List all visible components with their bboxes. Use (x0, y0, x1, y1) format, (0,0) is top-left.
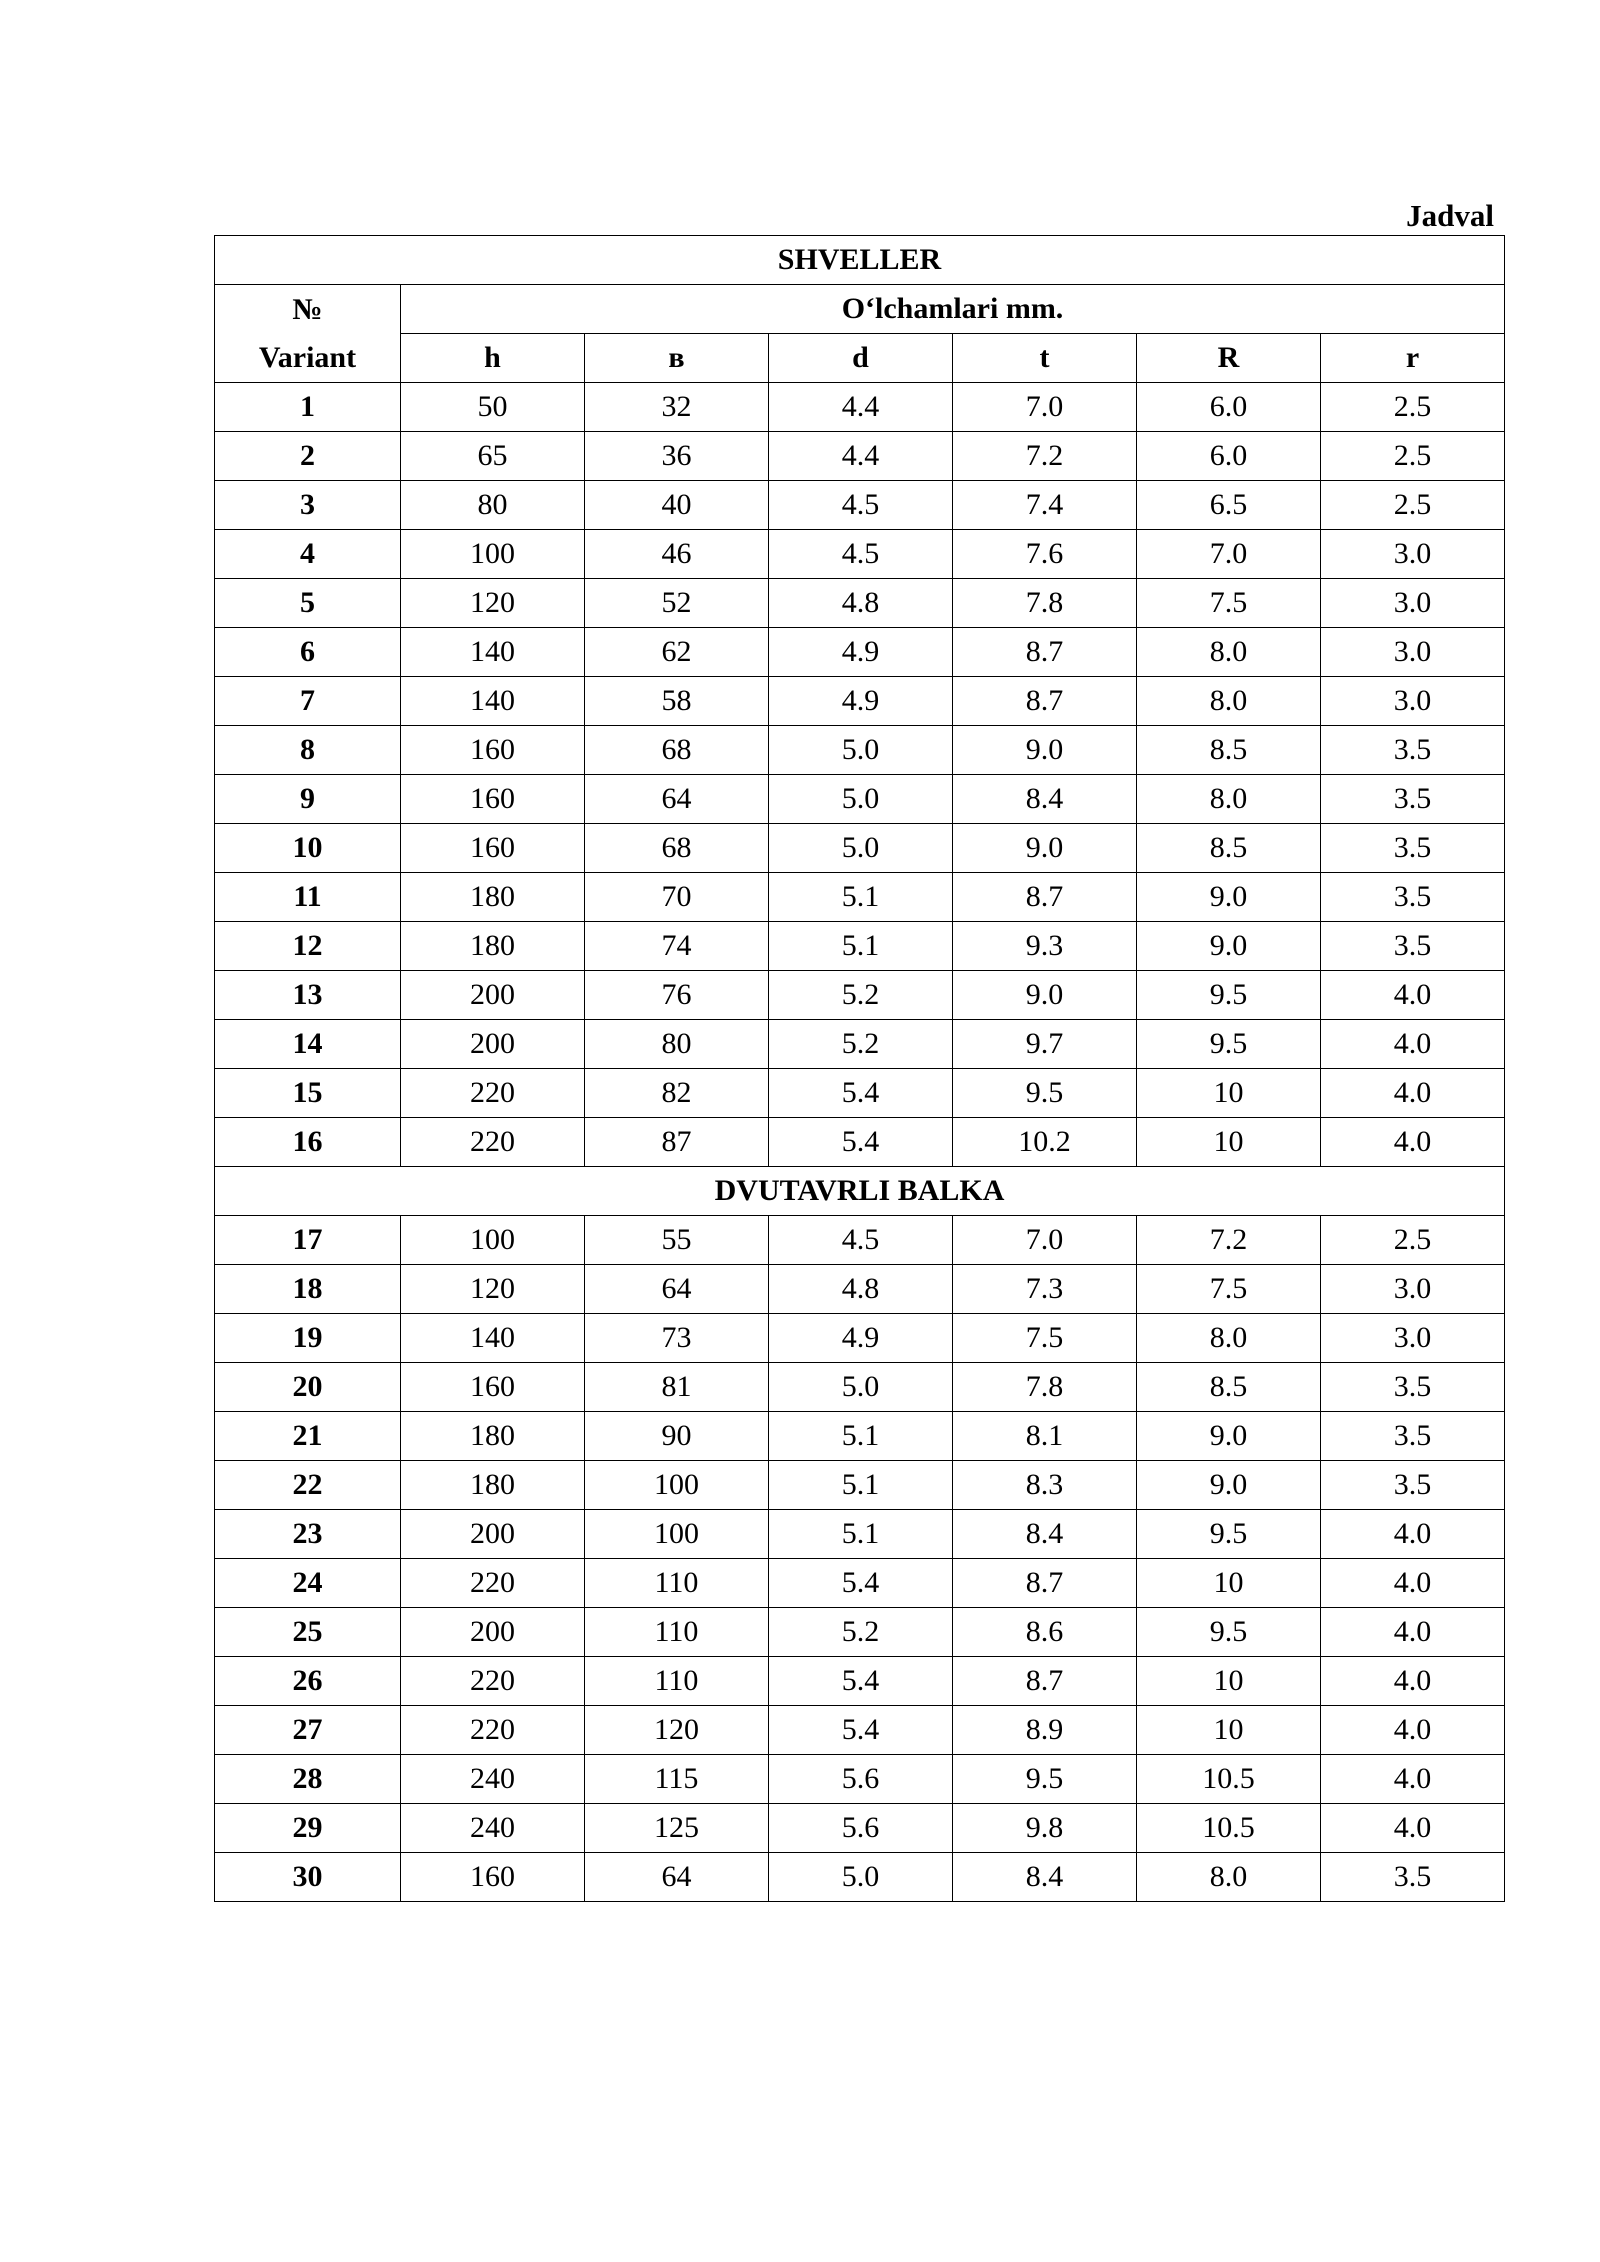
value-cell: 8.1 (953, 1412, 1137, 1461)
value-cell: 8.0 (1137, 775, 1321, 824)
value-cell: 4.9 (769, 628, 953, 677)
value-cell: 180 (401, 1412, 585, 1461)
value-cell: 5.1 (769, 1412, 953, 1461)
value-cell: 100 (585, 1510, 769, 1559)
table-row (215, 824, 1505, 873)
table-row (215, 1461, 1505, 1510)
value-cell: 4.0 (1321, 1020, 1505, 1069)
value-cell: 5.0 (769, 824, 953, 873)
value-cell: 8.4 (953, 1853, 1137, 1902)
value-cell: 4.8 (769, 1265, 953, 1314)
value-cell: 76 (585, 971, 769, 1020)
value-cell: 4.4 (769, 432, 953, 481)
value-cell: 8.7 (953, 628, 1137, 677)
value-cell: 9.0 (1137, 873, 1321, 922)
value-cell: 9.8 (953, 1804, 1137, 1853)
value-cell: 8.5 (1137, 1363, 1321, 1412)
variant-number-cell: 9 (215, 775, 401, 824)
value-cell: 8.7 (953, 1559, 1137, 1608)
value-cell: 52 (585, 579, 769, 628)
value-cell: 5.4 (769, 1657, 953, 1706)
value-cell: 7.8 (953, 579, 1137, 628)
variant-number-cell: 1 (215, 383, 401, 432)
variant-number-cell: 20 (215, 1363, 401, 1412)
table-row (215, 1755, 1505, 1804)
value-cell: 100 (401, 530, 585, 579)
value-cell: 3.5 (1321, 1363, 1505, 1412)
value-cell: 7.0 (953, 1216, 1137, 1265)
value-cell: 200 (401, 1510, 585, 1559)
value-cell: 6.5 (1137, 481, 1321, 530)
value-cell: 6.0 (1137, 432, 1321, 481)
column-header-d: d (769, 334, 953, 383)
value-cell: 240 (401, 1755, 585, 1804)
column-header-R: R (1137, 334, 1321, 383)
value-cell: 82 (585, 1069, 769, 1118)
value-cell: 9.0 (953, 971, 1137, 1020)
value-cell: 7.2 (1137, 1216, 1321, 1265)
value-cell: 4.5 (769, 530, 953, 579)
value-cell: 87 (585, 1118, 769, 1167)
value-cell: 4.4 (769, 383, 953, 432)
value-cell: 2.5 (1321, 481, 1505, 530)
value-cell: 180 (401, 922, 585, 971)
value-cell: 3.5 (1321, 824, 1505, 873)
value-cell: 5.6 (769, 1755, 953, 1804)
value-cell: 9.5 (1137, 1510, 1321, 1559)
value-cell: 81 (585, 1363, 769, 1412)
value-cell: 3.0 (1321, 579, 1505, 628)
value-cell: 5.0 (769, 726, 953, 775)
value-cell: 160 (401, 1853, 585, 1902)
value-cell: 8.9 (953, 1706, 1137, 1755)
value-cell: 4.5 (769, 1216, 953, 1265)
value-cell: 8.5 (1137, 824, 1321, 873)
value-cell: 125 (585, 1804, 769, 1853)
value-cell: 5.4 (769, 1069, 953, 1118)
table-row (215, 1804, 1505, 1853)
table-row (215, 971, 1505, 1020)
value-cell: 160 (401, 824, 585, 873)
column-header-t: t (953, 334, 1137, 383)
variant-number-cell: 7 (215, 677, 401, 726)
value-cell: 7.8 (953, 1363, 1137, 1412)
table-row (215, 1216, 1505, 1265)
column-header-v: в (585, 334, 769, 383)
table-row (215, 726, 1505, 775)
value-cell: 100 (585, 1461, 769, 1510)
value-cell: 3.5 (1321, 775, 1505, 824)
table-row (215, 1118, 1505, 1167)
table-row (215, 1559, 1505, 1608)
value-cell: 3.5 (1321, 726, 1505, 775)
value-cell: 240 (401, 1804, 585, 1853)
table-row (215, 1657, 1505, 1706)
variant-number-cell: 2 (215, 432, 401, 481)
value-cell: 46 (585, 530, 769, 579)
value-cell: 180 (401, 1461, 585, 1510)
value-cell: 140 (401, 1314, 585, 1363)
value-cell: 2.5 (1321, 432, 1505, 481)
dimensions-header: O‘lchamlari mm. (401, 285, 1505, 334)
value-cell: 64 (585, 1853, 769, 1902)
value-cell: 32 (585, 383, 769, 432)
value-cell: 2.5 (1321, 383, 1505, 432)
value-cell: 4.0 (1321, 1657, 1505, 1706)
value-cell: 8.4 (953, 1510, 1137, 1559)
value-cell: 8.0 (1137, 1314, 1321, 1363)
table-row (215, 1510, 1505, 1559)
value-cell: 5.2 (769, 1020, 953, 1069)
table-row (215, 530, 1505, 579)
value-cell: 55 (585, 1216, 769, 1265)
value-cell: 4.0 (1321, 971, 1505, 1020)
table-row (215, 432, 1505, 481)
section-title-row (215, 1167, 1505, 1216)
variant-number-cell: 5 (215, 579, 401, 628)
value-cell: 8.0 (1137, 677, 1321, 726)
value-cell: 140 (401, 677, 585, 726)
value-cell: 9.0 (1137, 1412, 1321, 1461)
value-cell: 7.2 (953, 432, 1137, 481)
value-cell: 8.7 (953, 677, 1137, 726)
value-cell: 68 (585, 726, 769, 775)
value-cell: 7.3 (953, 1265, 1137, 1314)
value-cell: 4.0 (1321, 1755, 1505, 1804)
variant-number-cell: 29 (215, 1804, 401, 1853)
header-row-2 (215, 334, 1505, 383)
table-row (215, 1706, 1505, 1755)
number-sign-label: № (292, 292, 323, 326)
value-cell: 3.5 (1321, 1412, 1505, 1461)
value-cell: 10 (1137, 1657, 1321, 1706)
value-cell: 4.0 (1321, 1608, 1505, 1657)
value-cell: 5.2 (769, 1608, 953, 1657)
variant-number-cell: 17 (215, 1216, 401, 1265)
value-cell: 40 (585, 481, 769, 530)
variant-number-cell: 27 (215, 1706, 401, 1755)
table-row (215, 628, 1505, 677)
value-cell: 200 (401, 1608, 585, 1657)
value-cell: 5.1 (769, 1461, 953, 1510)
value-cell: 5.4 (769, 1706, 953, 1755)
variant-number-cell: 14 (215, 1020, 401, 1069)
column-header-h: h (401, 334, 585, 383)
value-cell: 5.0 (769, 1853, 953, 1902)
value-cell: 5.2 (769, 971, 953, 1020)
value-cell: 70 (585, 873, 769, 922)
variant-number-cell: 6 (215, 628, 401, 677)
value-cell: 9.7 (953, 1020, 1137, 1069)
value-cell: 4.9 (769, 1314, 953, 1363)
value-cell: 8.4 (953, 775, 1137, 824)
variant-number-cell: 15 (215, 1069, 401, 1118)
table-row (215, 1608, 1505, 1657)
value-cell: 65 (401, 432, 585, 481)
variant-number-cell: 30 (215, 1853, 401, 1902)
value-cell: 7.5 (953, 1314, 1137, 1363)
table-row (215, 775, 1505, 824)
variant-number-cell: 12 (215, 922, 401, 971)
value-cell: 64 (585, 775, 769, 824)
header-row-1 (215, 285, 1505, 334)
value-cell: 8.0 (1137, 1853, 1321, 1902)
value-cell: 80 (585, 1020, 769, 1069)
value-cell: 9.0 (1137, 1461, 1321, 1510)
value-cell: 7.0 (953, 383, 1137, 432)
value-cell: 62 (585, 628, 769, 677)
value-cell: 58 (585, 677, 769, 726)
variant-number-cell: 11 (215, 873, 401, 922)
table-row (215, 1265, 1505, 1314)
value-cell: 80 (401, 481, 585, 530)
value-cell: 68 (585, 824, 769, 873)
variant-number-cell: 19 (215, 1314, 401, 1363)
value-cell: 9.0 (953, 824, 1137, 873)
value-cell: 90 (585, 1412, 769, 1461)
variant-number-cell: 13 (215, 971, 401, 1020)
table-row (215, 1020, 1505, 1069)
variant-number-cell: 28 (215, 1755, 401, 1804)
value-cell: 8.7 (953, 1657, 1137, 1706)
value-cell: 4.9 (769, 677, 953, 726)
value-cell: 4.0 (1321, 1804, 1505, 1853)
value-cell: 3.0 (1321, 677, 1505, 726)
value-cell: 3.5 (1321, 922, 1505, 971)
value-cell: 4.0 (1321, 1118, 1505, 1167)
value-cell: 5.4 (769, 1118, 953, 1167)
value-cell: 10 (1137, 1706, 1321, 1755)
variant-header-cell (215, 285, 401, 383)
value-cell: 5.0 (769, 1363, 953, 1412)
value-cell: 3.5 (1321, 873, 1505, 922)
value-cell: 10.5 (1137, 1804, 1321, 1853)
table-row (215, 1853, 1505, 1902)
value-cell: 10 (1137, 1559, 1321, 1608)
table-row (215, 1363, 1505, 1412)
value-cell: 160 (401, 726, 585, 775)
value-cell: 180 (401, 873, 585, 922)
value-cell: 4.0 (1321, 1510, 1505, 1559)
value-cell: 73 (585, 1314, 769, 1363)
value-cell: 9.0 (1137, 922, 1321, 971)
value-cell: 9.0 (953, 726, 1137, 775)
value-cell: 2.5 (1321, 1216, 1505, 1265)
value-cell: 220 (401, 1657, 585, 1706)
section-title-row (215, 236, 1505, 285)
value-cell: 7.4 (953, 481, 1137, 530)
value-cell: 8.3 (953, 1461, 1137, 1510)
value-cell: 7.6 (953, 530, 1137, 579)
value-cell: 220 (401, 1069, 585, 1118)
variant-number-cell: 3 (215, 481, 401, 530)
value-cell: 3.0 (1321, 530, 1505, 579)
value-cell: 8.5 (1137, 726, 1321, 775)
table-row (215, 1069, 1505, 1118)
variant-number-cell: 8 (215, 726, 401, 775)
value-cell: 110 (585, 1559, 769, 1608)
value-cell: 10.5 (1137, 1755, 1321, 1804)
value-cell: 7.5 (1137, 579, 1321, 628)
value-cell: 4.0 (1321, 1559, 1505, 1608)
table-row (215, 1412, 1505, 1461)
variant-number-cell: 24 (215, 1559, 401, 1608)
variant-number-cell: 18 (215, 1265, 401, 1314)
value-cell: 10.2 (953, 1118, 1137, 1167)
table-row (215, 481, 1505, 530)
value-cell: 50 (401, 383, 585, 432)
table-row (215, 873, 1505, 922)
value-cell: 140 (401, 628, 585, 677)
variant-number-cell: 10 (215, 824, 401, 873)
section-title-dvutavrli-balka: DVUTAVRLI BALKA (215, 1167, 1505, 1216)
value-cell: 120 (401, 1265, 585, 1314)
value-cell: 9.3 (953, 922, 1137, 971)
value-cell: 220 (401, 1559, 585, 1608)
column-header-r: r (1321, 334, 1505, 383)
value-cell: 220 (401, 1118, 585, 1167)
variant-number-cell: 23 (215, 1510, 401, 1559)
variant-number-cell: 16 (215, 1118, 401, 1167)
variant-number-cell: 21 (215, 1412, 401, 1461)
value-cell: 9.5 (953, 1755, 1137, 1804)
value-cell: 3.0 (1321, 1265, 1505, 1314)
value-cell: 5.1 (769, 922, 953, 971)
value-cell: 160 (401, 1363, 585, 1412)
value-cell: 110 (585, 1657, 769, 1706)
value-cell: 3.5 (1321, 1461, 1505, 1510)
variant-number-cell: 22 (215, 1461, 401, 1510)
value-cell: 8.0 (1137, 628, 1321, 677)
value-cell: 8.7 (953, 873, 1137, 922)
dimensions-table (214, 235, 1505, 1902)
value-cell: 6.0 (1137, 383, 1321, 432)
value-cell: 5.0 (769, 775, 953, 824)
value-cell: 10 (1137, 1118, 1321, 1167)
value-cell: 9.5 (953, 1069, 1137, 1118)
value-cell: 4.5 (769, 481, 953, 530)
value-cell: 9.5 (1137, 1020, 1321, 1069)
value-cell: 9.5 (1137, 971, 1321, 1020)
section-title-shveller: SHVELLER (215, 236, 1505, 285)
value-cell: 3.5 (1321, 1853, 1505, 1902)
value-cell: 5.6 (769, 1804, 953, 1853)
value-cell: 115 (585, 1755, 769, 1804)
value-cell: 36 (585, 432, 769, 481)
value-cell: 4.0 (1321, 1706, 1505, 1755)
value-cell: 160 (401, 775, 585, 824)
table-row (215, 579, 1505, 628)
value-cell: 200 (401, 971, 585, 1020)
variant-number-cell: 25 (215, 1608, 401, 1657)
value-cell: 7.5 (1137, 1265, 1321, 1314)
value-cell: 3.0 (1321, 628, 1505, 677)
value-cell: 64 (585, 1265, 769, 1314)
value-cell: 120 (401, 579, 585, 628)
variant-number-cell: 26 (215, 1657, 401, 1706)
variant-label: Variant (258, 340, 357, 374)
value-cell: 110 (585, 1608, 769, 1657)
table-row (215, 922, 1505, 971)
value-cell: 10 (1137, 1069, 1321, 1118)
table-caption: Jadval (1406, 198, 1494, 233)
value-cell: 4.0 (1321, 1069, 1505, 1118)
value-cell: 9.5 (1137, 1608, 1321, 1657)
value-cell: 5.1 (769, 1510, 953, 1559)
value-cell: 120 (585, 1706, 769, 1755)
value-cell: 8.6 (953, 1608, 1137, 1657)
table-row (215, 677, 1505, 726)
table-body (215, 236, 1505, 1902)
value-cell: 74 (585, 922, 769, 971)
table-row (215, 383, 1505, 432)
value-cell: 5.1 (769, 873, 953, 922)
value-cell: 5.4 (769, 1559, 953, 1608)
value-cell: 100 (401, 1216, 585, 1265)
value-cell: 7.0 (1137, 530, 1321, 579)
value-cell: 200 (401, 1020, 585, 1069)
variant-number-cell: 4 (215, 530, 401, 579)
value-cell: 220 (401, 1706, 585, 1755)
value-cell: 3.0 (1321, 1314, 1505, 1363)
table-row (215, 1314, 1505, 1363)
value-cell: 4.8 (769, 579, 953, 628)
